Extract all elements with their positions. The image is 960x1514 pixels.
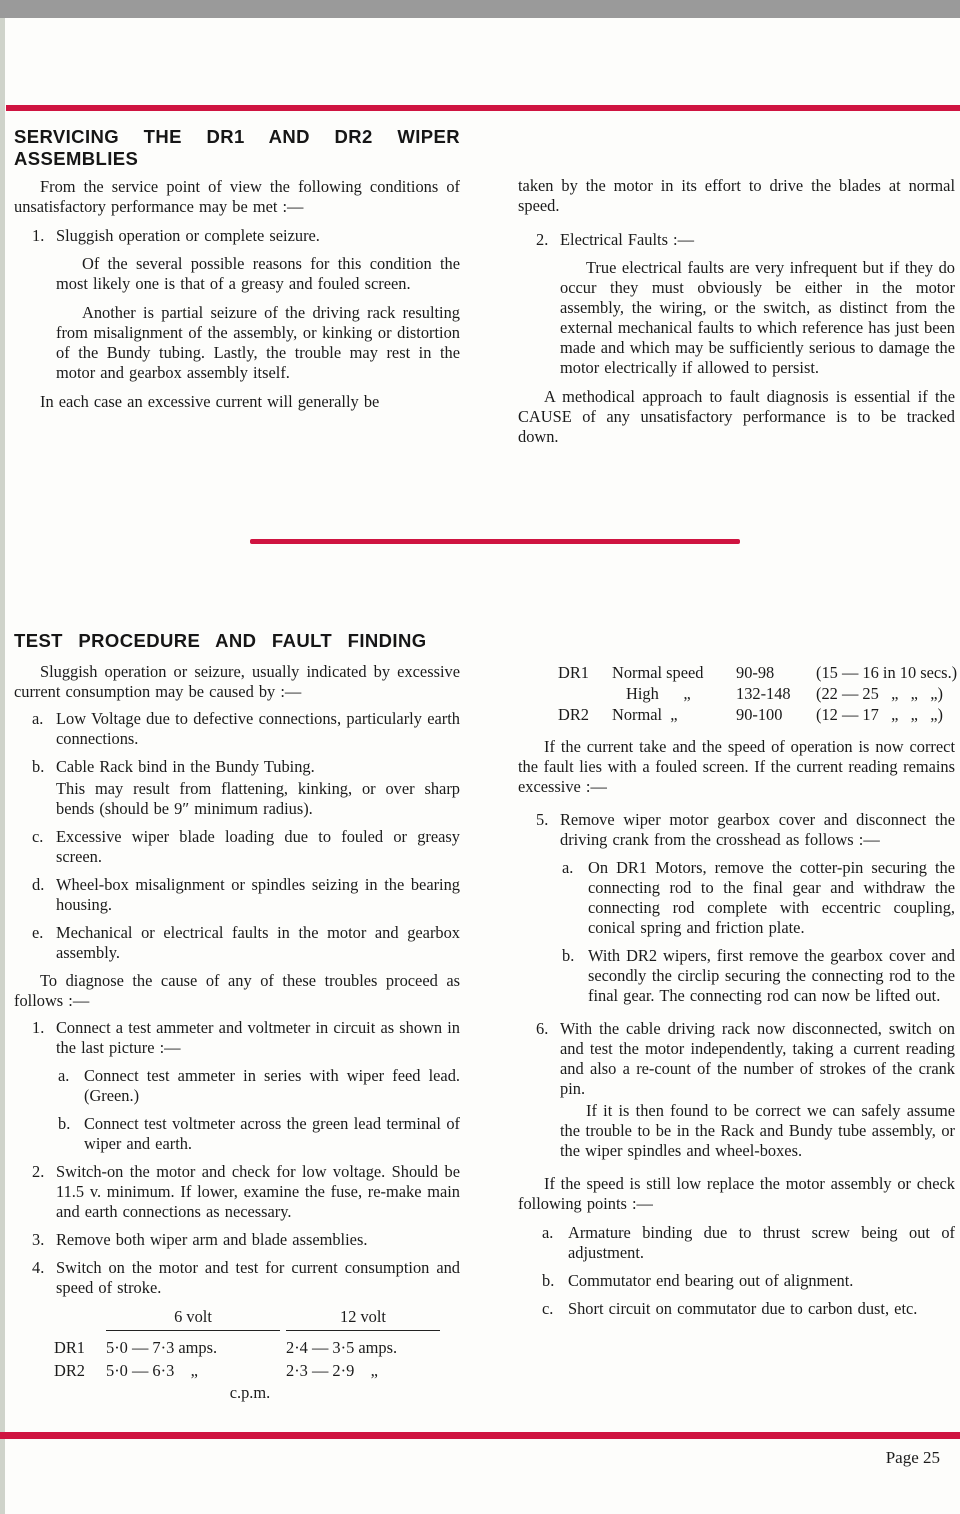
speed-row-range: 132-148 (736, 684, 791, 703)
numbered-item (32, 226, 460, 246)
substep-letter: a. (562, 858, 574, 877)
table-footer-units: c.p.m. (229, 1382, 271, 1402)
table-header-12v: 12 volt (286, 1306, 440, 1331)
numbered-step (32, 1230, 460, 1250)
speed-row-model: DR2 (558, 705, 589, 724)
substep-letter: b. (562, 946, 575, 965)
section-test-procedure (14, 630, 958, 1403)
scan-left-edge (0, 18, 5, 1514)
item-text: Electrical Faults :— (560, 230, 694, 249)
servicing-right-column (518, 126, 955, 456)
paragraph: taken by the motor in its effort to drive the blades at normal speed. (518, 176, 955, 215)
lettered-item (32, 827, 460, 867)
check-text: Commutator end bearing out of alignment. (568, 1271, 854, 1290)
lettered-item (32, 875, 460, 915)
step-text: Remove wiper motor gearbox cover and disconnect the driving crank from the crosshead as follows :— (560, 810, 955, 849)
check-text: Armature binding due to thrust screw being out of adjustment. (568, 1223, 955, 1262)
numbered-step (32, 1162, 460, 1222)
current-consumption-table (54, 1306, 446, 1403)
lettered-item (32, 923, 460, 963)
item-text (56, 757, 460, 819)
step-text: Remove both wiper arm and blade assemblies. (56, 1229, 368, 1249)
item-number: 1. (32, 226, 45, 245)
table-row-model: DR2 (54, 1360, 85, 1380)
step-text (560, 1019, 955, 1161)
step-number: 3. (32, 1229, 45, 1249)
servicing-title-line1: SERVICING THE DR1 AND DR2 WIPER (14, 126, 460, 147)
item-text: Sluggish operation or complete seizure. (56, 226, 320, 245)
speed-row-note: (12 — 17 „ „ „) (816, 705, 943, 724)
check-letter: a. (542, 1223, 554, 1242)
lettered-substep (562, 858, 955, 938)
speed-row-label: Normal speed (612, 663, 704, 682)
section-servicing (14, 126, 955, 456)
substep-letter: a. (58, 1065, 70, 1085)
lettered-substep (58, 1066, 460, 1106)
item-text: Low Voltage due to defective connections, particularly earth connections. (56, 708, 460, 748)
speed-row-label: High „ (626, 684, 691, 703)
item-letter: c. (32, 826, 44, 846)
paragraph: In each case an excessive current will generally be (40, 392, 380, 411)
paragraph: If the speed is still low replace the motor assembly or check following points :— (518, 1174, 955, 1213)
paragraph: Sluggish operation or seizure, usually indicated by excessive current consumption may be caused by :— (14, 661, 460, 701)
check-letter: b. (542, 1271, 555, 1290)
paragraph: A methodical approach to fault diagnosis is essential if the CAUSE of any unsatisfactory performance is to be tracked down. (518, 387, 955, 446)
item-letter: d. (32, 874, 45, 894)
item-letter: a. (32, 708, 44, 728)
speed-row-note: (15 — 16 in 10 secs.) (816, 663, 958, 682)
lettered-check (542, 1271, 955, 1291)
numbered-step (32, 1018, 460, 1058)
step-number: 6. (536, 1019, 549, 1038)
step-text: Switch-on the motor and check for low voltage. Should be 11.5 v. minimum. If lower, examine the fuse, re-make main and earth connections as necessary. (56, 1161, 460, 1221)
check-letter: c. (542, 1299, 554, 1318)
table-row-model: DR1 (54, 1337, 85, 1357)
speed-row-model (558, 683, 612, 704)
stroke-speed-table (558, 662, 958, 725)
speed-row-range: 90-98 (736, 663, 775, 682)
item-line: Cable Rack bind in the Bundy Tubing. (56, 756, 315, 776)
step-number: 4. (32, 1257, 45, 1277)
paragraph: From the service point of view the following conditions of unsatisfactory performance may be met :— (14, 177, 460, 216)
substep-text: Connect test voltmeter across the green lead terminal of wiper and earth. (84, 1113, 460, 1153)
step-text: Switch on the motor and test for current consumption and speed of stroke. (56, 1257, 460, 1297)
item-text: Wheel-box misalignment or spindles seizing in the bearing housing. (56, 874, 460, 914)
page-number: Page 25 (885, 1448, 940, 1467)
bottom-red-rule (0, 1432, 960, 1439)
table-row-12v-value: 2·4 — 3·5 amps. (286, 1337, 398, 1357)
servicing-left-column (14, 126, 460, 456)
item-letter: e. (32, 922, 44, 942)
substep-text: Connect test ammeter in series with wiper feed lead. (Green.) (84, 1065, 460, 1105)
item-number: 2. (536, 230, 549, 249)
paragraph: Of the several possible reasons for this condition the most likely one is that of a greasy and fouled screen. (56, 254, 460, 293)
top-red-rule (6, 105, 960, 111)
substep-text: On DR1 Motors, remove the cotter-pin securing the connecting rod to the final gear and withdraw the connecting rod complete with eccentric coupling, conical spring and friction plate. (588, 858, 955, 937)
substep-letter: b. (58, 1113, 71, 1133)
step-line: With the cable driving rack now disconnected, switch on and test the motor independently, taking a current reading and also a re-count of the number of strokes of the crank pin. (560, 1019, 955, 1098)
numbered-item (536, 230, 955, 250)
item-text: Excessive wiper blade loading due to fouled or greasy screen. (56, 826, 460, 866)
table-row-6v-value: 5·0 — 6·3 „ (106, 1360, 198, 1380)
item-line: This may result from flattening, kinking, or over sharp bends (should be 9″ minimum radius). (56, 778, 460, 818)
table-row-6v-value: 5·0 — 7·3 amps. (106, 1337, 218, 1357)
lettered-item (32, 709, 460, 749)
substep-text: With DR2 wipers, first remove the gearbox cover and secondly the circlip securing the connecting rod to the final gear. The connecting rod can now be lifted out. (588, 946, 955, 1005)
paragraph: To diagnose the cause of any of these troubles proceed as follows :— (14, 970, 460, 1010)
lettered-substep (562, 946, 955, 1006)
item-text: Mechanical or electrical faults in the motor and gearbox assembly. (56, 922, 460, 962)
item-letter: b. (32, 756, 45, 776)
test-right-column (518, 630, 958, 1403)
table-header-6v: 6 volt (106, 1306, 280, 1331)
table-spacer (54, 1306, 106, 1335)
lettered-check (542, 1299, 955, 1319)
test-title: TEST PROCEDURE AND FAULT FINDING (14, 630, 427, 651)
speed-row-note: (22 — 25 „ „ „) (816, 684, 943, 703)
step-number: 2. (32, 1161, 45, 1181)
step-text: Connect a test ammeter and voltmeter in circuit as shown in the last picture :— (56, 1017, 460, 1057)
speed-row-range: 90-100 (736, 705, 783, 724)
table-row-12v-value: 2·3 — 2·9 „ (286, 1360, 378, 1380)
step-line: If it is then found to be correct we can safely assume the trouble to be in the Rack and Bundy tube assembly, or the wiper spindles and wheel-boxes. (560, 1101, 955, 1160)
lettered-item (32, 757, 460, 819)
numbered-step (32, 1258, 460, 1298)
speed-row-model: DR1 (558, 663, 589, 682)
step-number: 5. (536, 810, 549, 829)
numbered-step (536, 1019, 955, 1161)
check-text: Short circuit on commutator due to carbon dust, etc. (568, 1299, 918, 1318)
paragraph: True electrical faults are very infrequent but if they do occur they must obviously be either in the motor assembly, the wiring, or the switch, as distinct from the external mechanical faults to which reference has just been made and which may be sufficiently serious to damage the motor electrically if allowed to persist. (560, 258, 955, 377)
speed-row-label: Normal „ (612, 705, 678, 724)
servicing-title-line2: ASSEMBLIES (14, 147, 139, 169)
servicing-title (14, 126, 460, 169)
test-left-column (14, 630, 460, 1403)
numbered-step (536, 810, 955, 850)
paragraph: Another is partial seizure of the driving rack resulting from misalignment of the assembly, or kinking or distortion of the Bundy tubing. Lastly, the trouble may rest in the motor and gearbox assembly itself. (56, 303, 460, 382)
step-number: 1. (32, 1017, 45, 1037)
lettered-substep (58, 1114, 460, 1154)
scan-top-bar (0, 0, 960, 18)
section-divider-rule (250, 539, 740, 544)
paragraph: If the current take and the speed of operation is now correct the fault lies with a fouled screen. If the current reading remains excessive :— (518, 737, 955, 796)
lettered-check (542, 1223, 955, 1263)
